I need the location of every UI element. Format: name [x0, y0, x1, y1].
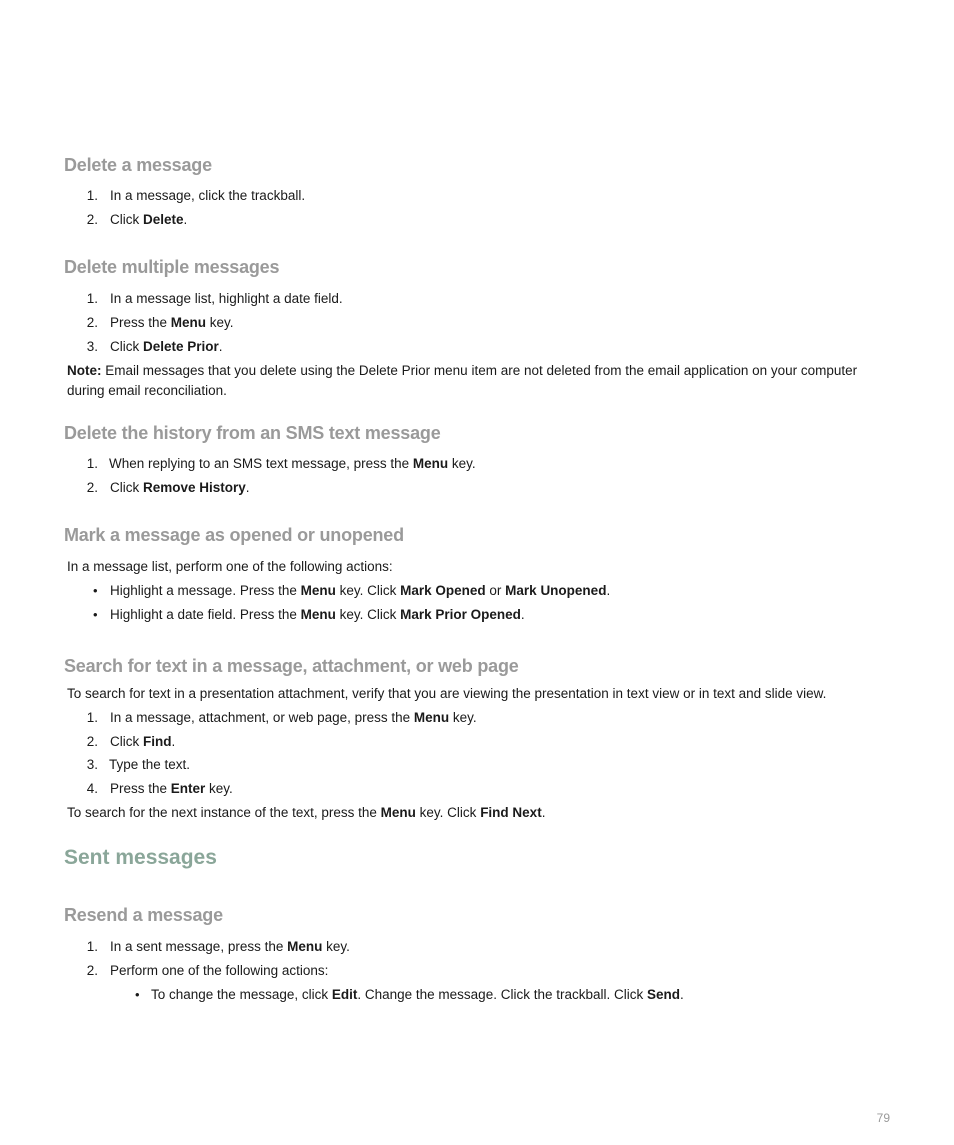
step-text — [109, 454, 476, 473]
step-text-part: Click — [110, 734, 143, 749]
bullet: • — [93, 607, 98, 622]
bullet-text-part: . — [680, 987, 684, 1002]
ui-term: Find — [143, 734, 172, 749]
page-number: 79 — [876, 1111, 890, 1125]
step-text-part: Press the — [110, 781, 171, 796]
step-text-part: Click — [110, 480, 143, 495]
ui-term: Mark Unopened — [505, 583, 607, 598]
ui-term: Menu — [412, 456, 449, 471]
step-text-part: In a message, attachment, or web page, press the — [110, 710, 414, 725]
step-text-part: Type the text. — [109, 757, 191, 772]
step-text — [110, 210, 187, 229]
ui-term: Delete — [143, 212, 184, 227]
ui-term: Mark Prior Opened — [400, 607, 521, 622]
outro-text-part: key. Click — [415, 805, 481, 820]
ui-term: Menu — [413, 710, 450, 725]
step-number: 3. — [86, 339, 98, 354]
step-text — [110, 779, 233, 798]
bullet-text — [110, 605, 525, 624]
step-text — [109, 755, 190, 774]
bullet-text-part: or — [485, 583, 506, 598]
bullet-text-part: key. Click — [335, 583, 401, 598]
step-text-part: . — [171, 734, 176, 749]
note-paragraph — [67, 361, 887, 400]
bullet-text — [151, 985, 684, 1004]
bullet-text — [110, 581, 610, 600]
bullet-text-part: Highlight a date field. Press the — [110, 607, 301, 622]
step-number: 1. — [86, 291, 98, 306]
bullet-text-part: Highlight a message. Press the — [110, 583, 301, 598]
heading-delete-a-message: Delete a message — [64, 155, 212, 175]
step-number: 4. — [86, 781, 98, 796]
heading-delete-multiple-messages: Delete multiple messages — [64, 257, 280, 277]
step-text-part: . — [218, 339, 223, 354]
ui-term: Mark Opened — [400, 583, 486, 598]
bullet-text-part: key. Click — [335, 607, 401, 622]
step-text-part: In a sent message, press the — [110, 939, 288, 954]
step-text — [110, 186, 305, 205]
step-number: 2. — [86, 734, 98, 749]
heading-sent-messages: Sent messages — [64, 846, 217, 869]
step-text — [110, 708, 477, 727]
ui-term: Find Next — [480, 805, 542, 820]
bullet-text-part: . — [520, 607, 525, 622]
step-text-part: In a message, click the trackball. — [110, 188, 306, 203]
step-text-part: Click — [110, 339, 143, 354]
step-text — [110, 478, 250, 497]
ui-term: Remove History — [143, 480, 246, 495]
step-text-part: key. — [205, 781, 233, 796]
outro-text — [67, 803, 545, 822]
step-number: 1. — [86, 456, 98, 471]
step-text-part: key. — [206, 315, 234, 330]
step-text — [110, 937, 350, 956]
step-number: 1. — [86, 188, 98, 203]
intro-text: In a message list, perform one of the following actions: — [67, 559, 393, 574]
bullet-text-part: To change the message, click — [151, 987, 332, 1002]
step-text-part: In a message list, highlight a date field. — [110, 291, 343, 306]
step-text-part: . — [245, 480, 250, 495]
step-text-part: Press the — [110, 315, 171, 330]
heading-delete-sms-history: Delete the history from an SMS text message — [64, 423, 441, 443]
heading-search-for-text: Search for text in a message, attachment, or web page — [64, 656, 519, 676]
step-text-part: key. — [449, 710, 477, 725]
ui-term: Menu — [287, 939, 323, 954]
step-number: 2. — [86, 480, 98, 495]
step-number: 2. — [86, 315, 98, 330]
step-text — [110, 289, 343, 308]
step-number: 1. — [86, 939, 98, 954]
step-text-part: key. — [448, 456, 476, 471]
step-number: 2. — [86, 963, 98, 978]
ui-term: Menu — [380, 805, 416, 820]
ui-term: Delete Prior — [143, 339, 219, 354]
bullet: • — [135, 987, 140, 1002]
step-text: Perform one of the following actions: — [110, 963, 329, 978]
outro-text-part: To search for the next instance of the text, press the — [67, 805, 381, 820]
intro-text: To search for text in a presentation attachment, verify that you are viewing the presentation in text view or in text and slide view. — [67, 686, 827, 701]
heading-resend-a-message: Resend a message — [64, 905, 223, 925]
step-text-part: Click — [110, 212, 143, 227]
step-text-part: key. — [322, 939, 350, 954]
heading-mark-opened-unopened: Mark a message as opened or unopened — [64, 525, 404, 545]
ui-term: Menu — [300, 607, 336, 622]
step-text — [110, 337, 223, 356]
step-text — [110, 732, 175, 751]
bullet-text-part: . Change the message. Click the trackball. Click — [357, 987, 647, 1002]
step-number: 2. — [86, 212, 98, 227]
bullet-text-part: . — [606, 583, 611, 598]
outro-text-part: . — [541, 805, 546, 820]
step-text — [110, 313, 234, 332]
ui-term: Enter — [170, 781, 206, 796]
ui-term: Menu — [300, 583, 336, 598]
note-text: Email messages that you delete using the Delete Prior menu item are not deleted from the email application on your computer during email reconciliation. — [67, 363, 858, 398]
note-label: Note: — [67, 363, 102, 378]
ui-term: Menu — [170, 315, 207, 330]
step-text-part: When replying to an SMS text message, press the — [109, 456, 413, 471]
bullet: • — [93, 583, 98, 598]
ui-term: Edit — [331, 987, 358, 1002]
step-text-part: . — [183, 212, 188, 227]
ui-term: Send — [646, 987, 680, 1002]
step-number: 1. — [86, 710, 98, 725]
step-number: 3. — [86, 757, 98, 772]
